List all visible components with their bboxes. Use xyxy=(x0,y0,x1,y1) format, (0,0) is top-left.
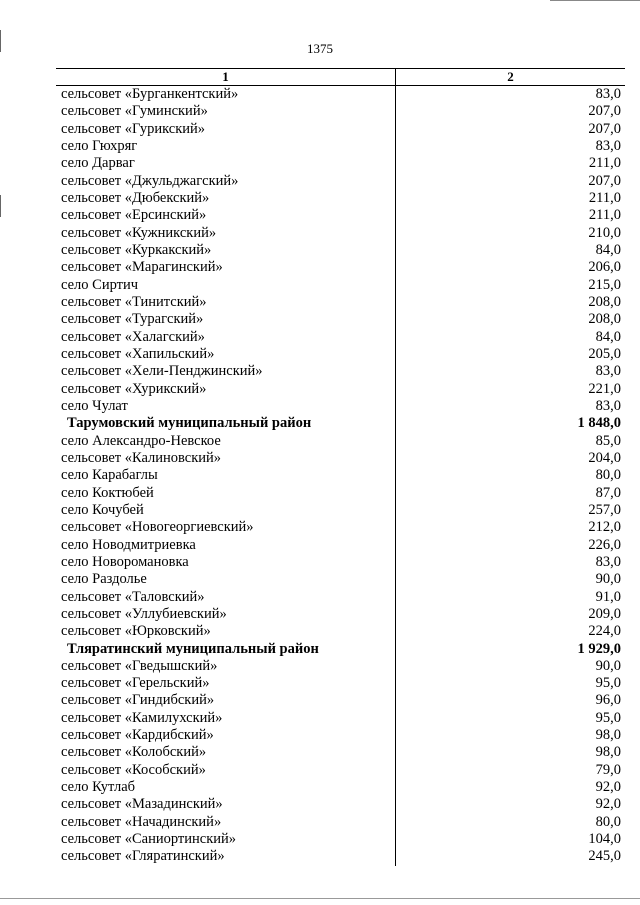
amount-value: 90,0 xyxy=(595,657,621,674)
table-row xyxy=(56,381,625,398)
table-row xyxy=(56,485,625,502)
amount-value: 207,0 xyxy=(588,103,621,120)
table-row xyxy=(56,155,625,172)
table-row xyxy=(56,554,625,571)
amount-value: 96,0 xyxy=(595,692,621,709)
table-row xyxy=(56,294,625,311)
settlement-name: сельсовет «Марагинский» xyxy=(61,259,223,276)
table-row xyxy=(56,138,625,155)
amount-value: 84,0 xyxy=(595,241,621,258)
amount-value: 95,0 xyxy=(595,709,621,726)
settlement-name: сельсовет «Камилухский» xyxy=(61,709,223,726)
table-row xyxy=(56,398,625,415)
settlement-name: сельсовет «Хурикский» xyxy=(61,380,207,397)
table-row xyxy=(56,103,625,120)
table-row xyxy=(56,207,625,224)
scan-margin-mark xyxy=(0,195,1,217)
settlement-name: сельсовет «Дюбекский» xyxy=(61,189,210,206)
settlement-name: село Новоромановка xyxy=(61,553,189,570)
settlement-name: Тарумовский муниципальный район xyxy=(67,415,312,432)
amount-value: 84,0 xyxy=(595,328,621,345)
amount-value: 215,0 xyxy=(588,276,621,293)
table-row xyxy=(56,814,625,831)
table-row xyxy=(56,658,625,675)
settlement-name: сельсовет «Начадинский» xyxy=(61,813,222,830)
amount-value: 208,0 xyxy=(588,293,621,310)
amount-value: 92,0 xyxy=(595,779,621,796)
amount-value: 79,0 xyxy=(595,761,621,778)
table-row xyxy=(56,606,625,623)
table-row xyxy=(56,675,625,692)
settlement-name: село Кутлаб xyxy=(61,779,136,796)
table-row xyxy=(56,190,625,207)
table-row xyxy=(56,727,625,744)
settlement-name: сельсовет «Бурганкентский» xyxy=(61,86,239,102)
amount-value: 257,0 xyxy=(588,501,621,518)
settlement-name: сельсовет «Кужникский» xyxy=(61,224,217,241)
amount-value: 207,0 xyxy=(588,120,621,137)
table-row xyxy=(56,589,625,606)
settlement-name: село Новодмитриевка xyxy=(61,536,196,553)
table-row xyxy=(56,848,625,865)
table-row xyxy=(56,762,625,779)
table-row xyxy=(56,450,625,467)
table-row xyxy=(56,744,625,761)
table-row xyxy=(56,779,625,796)
page-number: 1375 xyxy=(307,41,333,56)
settlement-name: село Коктюбей xyxy=(61,484,154,501)
amount-value: 221,0 xyxy=(588,380,621,397)
column-header-1: 1 xyxy=(56,69,396,85)
settlement-name: село Дарваг xyxy=(61,155,135,172)
column-header-2: 2 xyxy=(507,69,514,84)
amount-value: 226,0 xyxy=(588,536,621,553)
settlement-name: сельсовет «Куркакский» xyxy=(61,241,212,258)
amount-value: 98,0 xyxy=(595,744,621,761)
table-row xyxy=(56,259,625,276)
amount-value: 205,0 xyxy=(588,345,621,362)
table-row xyxy=(56,311,625,328)
settlement-name: сельсовет «Таловский» xyxy=(61,588,205,605)
amount-value: 224,0 xyxy=(588,623,621,640)
settlement-name: Тляратинский муниципальный район xyxy=(67,640,319,657)
table-row xyxy=(56,537,625,554)
settlement-name: село Карабаглы xyxy=(61,467,158,484)
table-row xyxy=(56,467,625,484)
district-row xyxy=(56,641,625,658)
settlement-name: сельсовет «Турагский» xyxy=(61,311,204,328)
table-row xyxy=(56,242,625,259)
settlement-name: село Александро-Невское xyxy=(61,432,221,449)
table-row xyxy=(56,329,625,346)
amount-value: 90,0 xyxy=(595,571,621,588)
table-row xyxy=(56,571,625,588)
amount-value: 95,0 xyxy=(595,675,621,692)
amount-value: 80,0 xyxy=(595,813,621,830)
table-row xyxy=(56,121,625,138)
table-row xyxy=(56,623,625,640)
settlement-name: сельсовет «Саниортинский» xyxy=(61,831,237,848)
table-row xyxy=(56,831,625,848)
table-row xyxy=(56,173,625,190)
settlement-name: сельсовет «Хапильский» xyxy=(61,345,215,362)
amount-value: 83,0 xyxy=(595,397,621,414)
amount-value: 83,0 xyxy=(595,553,621,570)
top-edge-mark xyxy=(550,0,640,1)
amount-value: 212,0 xyxy=(588,519,621,536)
settlement-name: сельсовет «Новогеоргиевский» xyxy=(61,519,254,536)
settlement-name: село Раздолье xyxy=(61,571,147,588)
amount-value: 211,0 xyxy=(588,189,621,206)
amount-value: 1 929,0 xyxy=(577,640,621,657)
district-row xyxy=(56,415,625,432)
settlement-name: село Гюхряг xyxy=(61,137,138,154)
settlement-name: сельсовет «Калиновский» xyxy=(61,449,222,466)
settlement-name: сельсовет «Кардибский» xyxy=(61,727,214,744)
table-row xyxy=(56,225,625,242)
bottom-edge-line xyxy=(0,898,640,899)
settlement-name: село Кочубей xyxy=(61,501,144,518)
table-row xyxy=(56,346,625,363)
table-header xyxy=(56,68,625,86)
amount-value: 83,0 xyxy=(595,363,621,380)
settlement-name: сельсовет «Гуминский» xyxy=(61,103,208,120)
amount-value: 208,0 xyxy=(588,311,621,328)
table-row xyxy=(56,710,625,727)
table-row xyxy=(56,692,625,709)
amount-value: 83,0 xyxy=(595,86,621,102)
amount-value: 83,0 xyxy=(595,137,621,154)
amount-value: 209,0 xyxy=(588,605,621,622)
amount-value: 92,0 xyxy=(595,796,621,813)
settlement-name: сельсовет «Джульджагский» xyxy=(61,172,239,189)
settlement-name: село Сиртич xyxy=(61,276,139,293)
table-row xyxy=(56,519,625,536)
table-row xyxy=(56,363,625,380)
table-body xyxy=(56,86,625,866)
table-row xyxy=(56,796,625,813)
amount-value: 98,0 xyxy=(595,727,621,744)
amount-value: 104,0 xyxy=(588,831,621,848)
table-row xyxy=(56,86,625,103)
settlement-name: сельсовет «Колобский» xyxy=(61,744,207,761)
amount-value: 87,0 xyxy=(595,484,621,501)
data-table xyxy=(56,68,625,866)
settlement-name: сельсовет «Гляратинский» xyxy=(61,848,225,865)
amount-value: 211,0 xyxy=(588,207,621,224)
amount-value: 206,0 xyxy=(588,259,621,276)
amount-value: 211,0 xyxy=(588,155,621,172)
settlement-name: сельсовет «Ерсинский» xyxy=(61,207,207,224)
settlement-name: сельсовет «Мазадинский» xyxy=(61,796,223,813)
table-row xyxy=(56,502,625,519)
settlement-name: сельсовет «Халагский» xyxy=(61,328,205,345)
settlement-name: сельсовет «Кособский» xyxy=(61,761,206,778)
amount-value: 1 848,0 xyxy=(577,415,621,432)
table-row xyxy=(56,433,625,450)
settlement-name: село Чулат xyxy=(61,397,128,414)
settlement-name: сельсовет «Гведышский» xyxy=(61,657,218,674)
settlement-name: сельсовет «Уллубиевский» xyxy=(61,605,227,622)
amount-value: 91,0 xyxy=(595,588,621,605)
amount-value: 80,0 xyxy=(595,467,621,484)
settlement-name: сельсовет «Гурикский» xyxy=(61,120,206,137)
table-row xyxy=(56,277,625,294)
settlement-name: сельсовет «Юрковский» xyxy=(61,623,211,640)
settlement-name: сельсовет «Гиндибский» xyxy=(61,692,215,709)
amount-value: 207,0 xyxy=(588,172,621,189)
settlement-name: сельсовет «Тинитский» xyxy=(61,293,207,310)
amount-value: 204,0 xyxy=(588,449,621,466)
amount-value: 245,0 xyxy=(588,848,621,865)
settlement-name: сельсовет «Герельский» xyxy=(61,675,210,692)
amount-value: 85,0 xyxy=(595,432,621,449)
amount-value: 210,0 xyxy=(588,224,621,241)
settlement-name: сельсовет «Хели-Пенджинский» xyxy=(61,363,263,380)
